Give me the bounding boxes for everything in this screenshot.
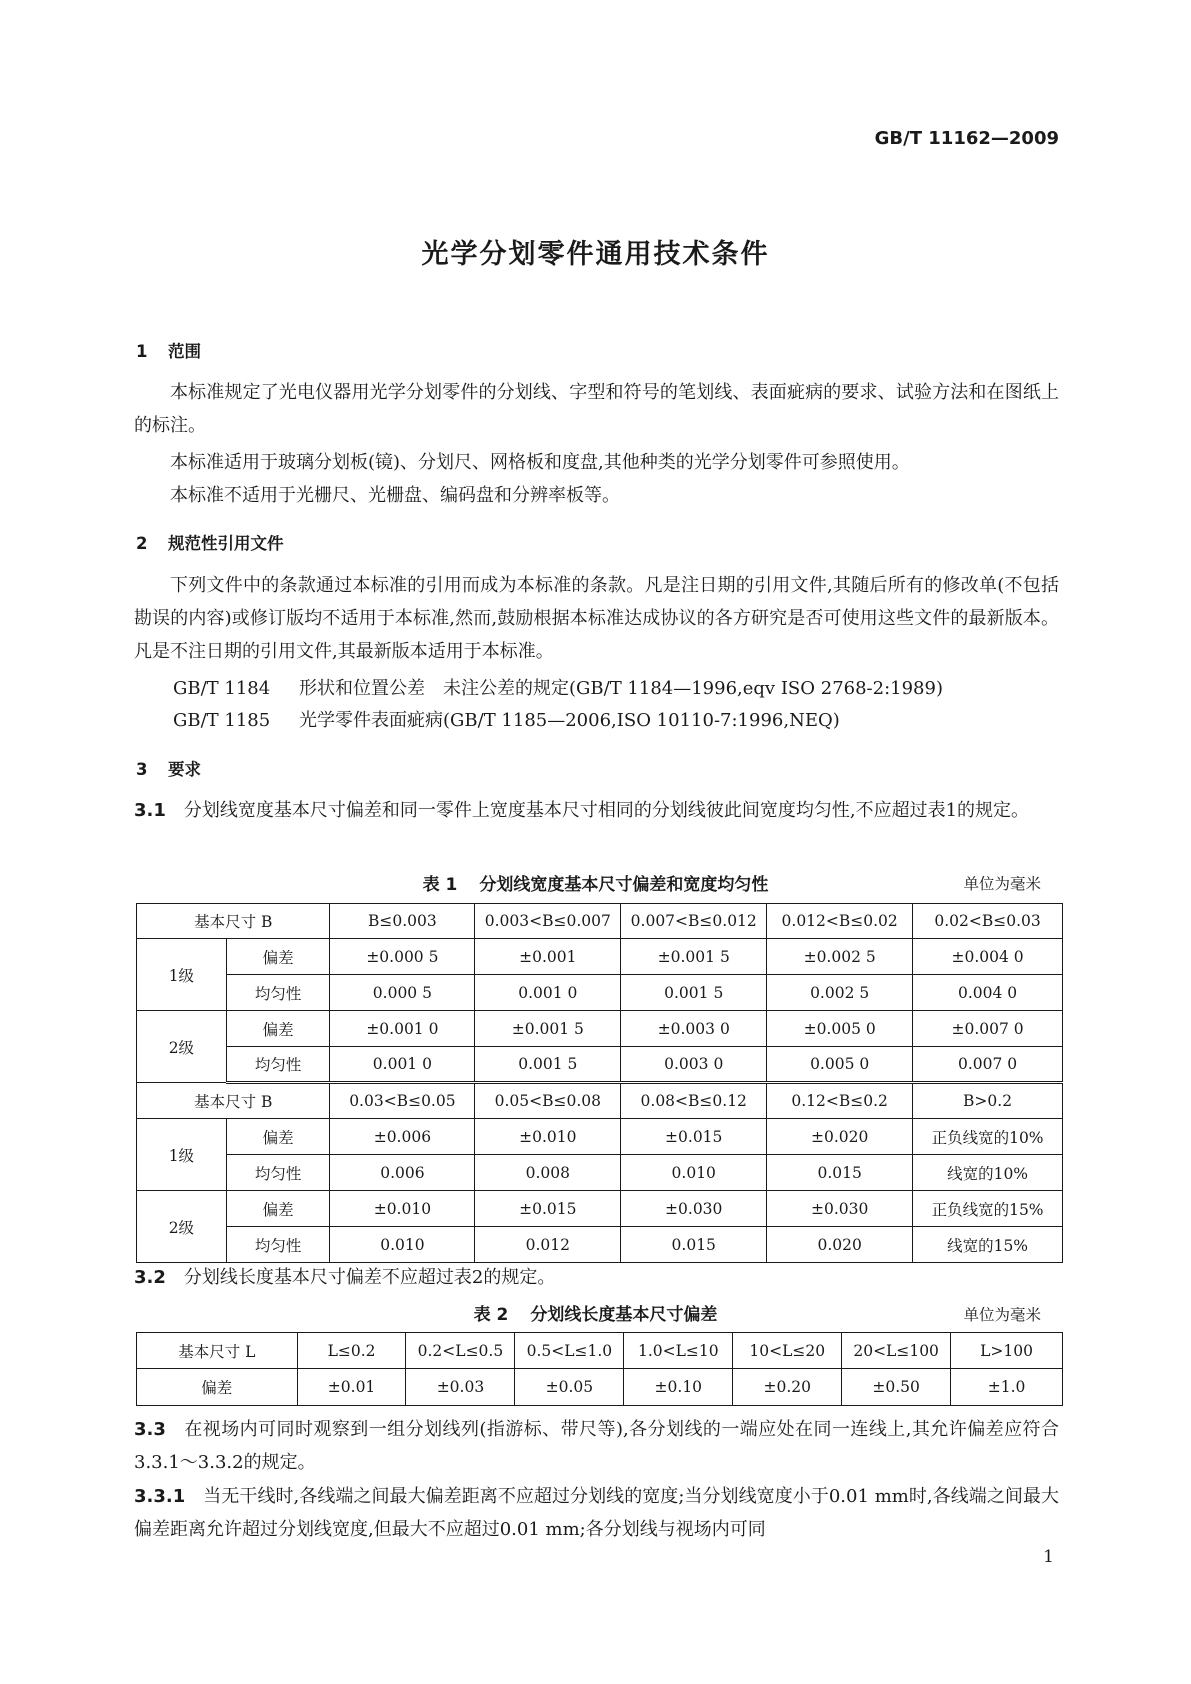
table-row [137,939,1063,975]
value-cell: 0.015 [767,1155,913,1191]
table-2 [136,1332,1063,1406]
value-cell: ±0.030 [621,1191,767,1227]
table-1 [136,903,1063,1263]
value-cell: ±0.001 [475,939,621,975]
value-cell: 0.000 5 [330,975,475,1011]
header-cell: 基本尺寸 B [137,1083,330,1119]
row-label-cell: 均匀性 [226,1227,330,1263]
header-cell: 10<L≤20 [733,1333,842,1369]
section-3-heading [136,756,201,780]
clause-3-3 [134,1413,1059,1479]
value-cell: 0.012 [475,1227,621,1263]
table-header-row [137,1333,1063,1369]
header-cell: 0.2<L≤0.5 [406,1333,515,1369]
section-2-heading [136,530,284,554]
row-label-cell: 均匀性 [226,1155,330,1191]
section-title: 要求 [168,760,201,779]
value-cell: 0.015 [621,1227,767,1263]
value-cell: ±0.03 [406,1369,515,1406]
header-cell: 0.5<L≤1.0 [515,1333,624,1369]
header-cell: 0.03<B≤0.05 [330,1083,475,1119]
value-cell: ±0.10 [624,1369,733,1406]
header-cell: 0.02<B≤0.03 [913,904,1063,939]
value-cell: ±0.010 [330,1191,475,1227]
page-number: 1 [1043,1547,1054,1567]
row-label-cell: 均匀性 [226,975,330,1011]
normative-reference [173,706,840,732]
value-cell: ±0.020 [767,1119,913,1155]
row-label-cell: 均匀性 [226,1047,330,1083]
value-cell: 线宽的15% [913,1227,1063,1263]
value-cell: 0.002 5 [767,975,913,1011]
row-label-cell: 偏差 [137,1369,298,1406]
value-cell: ±0.05 [515,1369,624,1406]
value-cell: ±0.006 [330,1119,475,1155]
value-cell: ±0.20 [733,1369,842,1406]
value-cell: ±0.001 5 [475,1011,621,1047]
value-cell: 正负线宽的15% [913,1191,1063,1227]
table-row [137,975,1063,1011]
value-cell: ±0.015 [621,1119,767,1155]
header-cell: 0.012<B≤0.02 [767,904,913,939]
header-cell: L>100 [951,1333,1063,1369]
table-row [137,1047,1063,1083]
table-header-row [137,1083,1063,1119]
value-cell: ±0.000 5 [330,939,475,975]
value-cell: 0.007 0 [913,1047,1063,1083]
value-cell: 线宽的10% [913,1155,1063,1191]
clause-3-3-1 [134,1480,1059,1546]
value-cell: ±0.007 0 [913,1011,1063,1047]
header-cell: L≤0.2 [297,1333,406,1369]
header-cell: 基本尺寸 B [137,904,330,939]
value-cell: ±0.001 5 [621,939,767,975]
value-cell: ±0.50 [842,1369,951,1406]
header-cell: 20<L≤100 [842,1333,951,1369]
grade-cell: 2级 [137,1191,227,1263]
row-label-cell: 偏差 [226,939,330,975]
section-title: 规范性引用文件 [168,534,284,553]
value-cell: 0.005 0 [767,1047,913,1083]
value-cell: ±0.010 [475,1119,621,1155]
row-label-cell: 偏差 [226,1191,330,1227]
table-number: 表 1 [422,875,458,895]
table-number: 表 2 [473,1305,509,1325]
document-title: 光学分划零件通用技术条件 [421,239,770,270]
section-1-paragraph-1: 本标准规定了光电仪器用光学分划零件的分划线、字型和符号的笔划线、表面疵病的要求、试验方法和在图纸上的标注。 [134,382,1059,436]
row-label-cell: 偏差 [226,1011,330,1047]
value-cell: 0.001 5 [621,975,767,1011]
clause-text: 在视场内可同时观察到一组分划线列(指游标、带尺等),各分划线的一端应处在同一连线上,其允许偏差应符合3.3.1～3.3.2的规定。 [134,1419,1059,1473]
grade-cell: 1级 [137,1119,227,1191]
table-row [137,1227,1063,1263]
clause-3-2 [134,1261,1059,1294]
table-row [137,1011,1063,1047]
value-cell: ±0.030 [767,1191,913,1227]
reference-text: 形状和位置公差 未注公差的规定(GB/T 1184—1996,eqv ISO 2768-2:1989) [299,678,943,699]
value-cell: ±0.001 0 [330,1011,475,1047]
grade-cell: 2级 [137,1011,227,1083]
table-row [137,1191,1063,1227]
clause-number: 3.2 [134,1267,166,1288]
clause-text: 当无干线时,各线端之间最大偏差距离不应超过分划线的宽度;当分划线宽度小于0.01 mm时,各线端之间最大偏差距离允许超过分划线宽度,但最大不应超过0.01 mm;各分划线与视场内可同 [134,1486,1059,1540]
table-title: 分划线宽度基本尺寸偏差和宽度均匀性 [479,875,769,895]
header-cell: 1.0<L≤10 [624,1333,733,1369]
header-cell: 0.003<B≤0.007 [475,904,621,939]
row-label-cell: 偏差 [226,1119,330,1155]
clause-number: 3.3 [134,1419,166,1440]
section-number: 1 [136,342,148,361]
value-cell: 0.010 [621,1155,767,1191]
reference-code: GB/T 1185 [173,710,271,731]
table-row [137,1155,1063,1191]
value-cell: 0.001 0 [475,975,621,1011]
header-cell: B>0.2 [913,1083,1063,1119]
clause-text: 分划线宽度基本尺寸偏差和同一零件上宽度基本尺寸相同的分划线彼此间宽度均匀性,不应超过表1的规定。 [183,800,1030,821]
section-number: 3 [136,760,148,779]
value-cell: ±0.01 [297,1369,406,1406]
section-1-paragraph-3: 本标准不适用于光栅尺、光栅盘、编码盘和分辨率板等。 [170,485,620,506]
table-2-unit: 单位为毫米 [963,1306,1041,1324]
value-cell: 0.010 [330,1227,475,1263]
value-cell: ±0.004 0 [913,939,1063,975]
table-header-row [137,904,1063,939]
reference-text: 光学零件表面疵病(GB/T 1185—2006,ISO 10110-7:1996,NEQ) [299,710,840,731]
value-cell: ±0.015 [475,1191,621,1227]
value-cell: 0.020 [767,1227,913,1263]
section-1-paragraph-2: 本标准适用于玻璃分划板(镜)、分划尺、网格板和度盘,其他种类的光学分划零件可参照使用。 [170,452,910,473]
value-cell: ±0.002 5 [767,939,913,975]
header-cell: 0.05<B≤0.08 [475,1083,621,1119]
section-1-heading [136,338,201,362]
table-row [137,1369,1063,1406]
section-2-paragraph: 下列文件中的条款通过本标准的引用而成为本标准的条款。凡是注日期的引用文件,其随后所有的修改单(不包括勘误的内容)或修订版均不适用于本标准,然而,鼓励根据本标准达成协议的各方研究是否可使用这些文件的最新版本。凡是不注日期的引用文件,其最新版本适用于本标准。 [134,575,1059,662]
header-cell: 基本尺寸 L [137,1333,298,1369]
value-cell: ±0.003 0 [621,1011,767,1047]
clause-number: 3.3.1 [134,1486,186,1507]
value-cell: 0.003 0 [621,1047,767,1083]
table-1-unit: 单位为毫米 [963,875,1041,893]
value-cell: 0.001 0 [330,1047,475,1083]
reference-code: GB/T 1184 [173,678,271,699]
normative-reference [173,674,943,700]
clause-text: 分划线长度基本尺寸偏差不应超过表2的规定。 [183,1267,556,1288]
header-cell: B≤0.003 [330,904,475,939]
value-cell: ±1.0 [951,1369,1063,1406]
clause-3-1 [134,794,1059,827]
header-cell: 0.007<B≤0.012 [621,904,767,939]
value-cell: 0.008 [475,1155,621,1191]
value-cell: ±0.005 0 [767,1011,913,1047]
header-cell: 0.12<B≤0.2 [767,1083,913,1119]
table-title: 分划线长度基本尺寸偏差 [530,1305,718,1325]
standard-number: GB/T 11162—2009 [874,128,1059,149]
value-cell: 0.004 0 [913,975,1063,1011]
value-cell: 0.006 [330,1155,475,1191]
value-cell: 正负线宽的10% [913,1119,1063,1155]
table-row [137,1119,1063,1155]
section-number: 2 [136,534,148,553]
value-cell: 0.001 5 [475,1047,621,1083]
section-title: 范围 [168,342,201,361]
grade-cell: 1级 [137,939,227,1011]
header-cell: 0.08<B≤0.12 [621,1083,767,1119]
clause-number: 3.1 [134,800,166,821]
